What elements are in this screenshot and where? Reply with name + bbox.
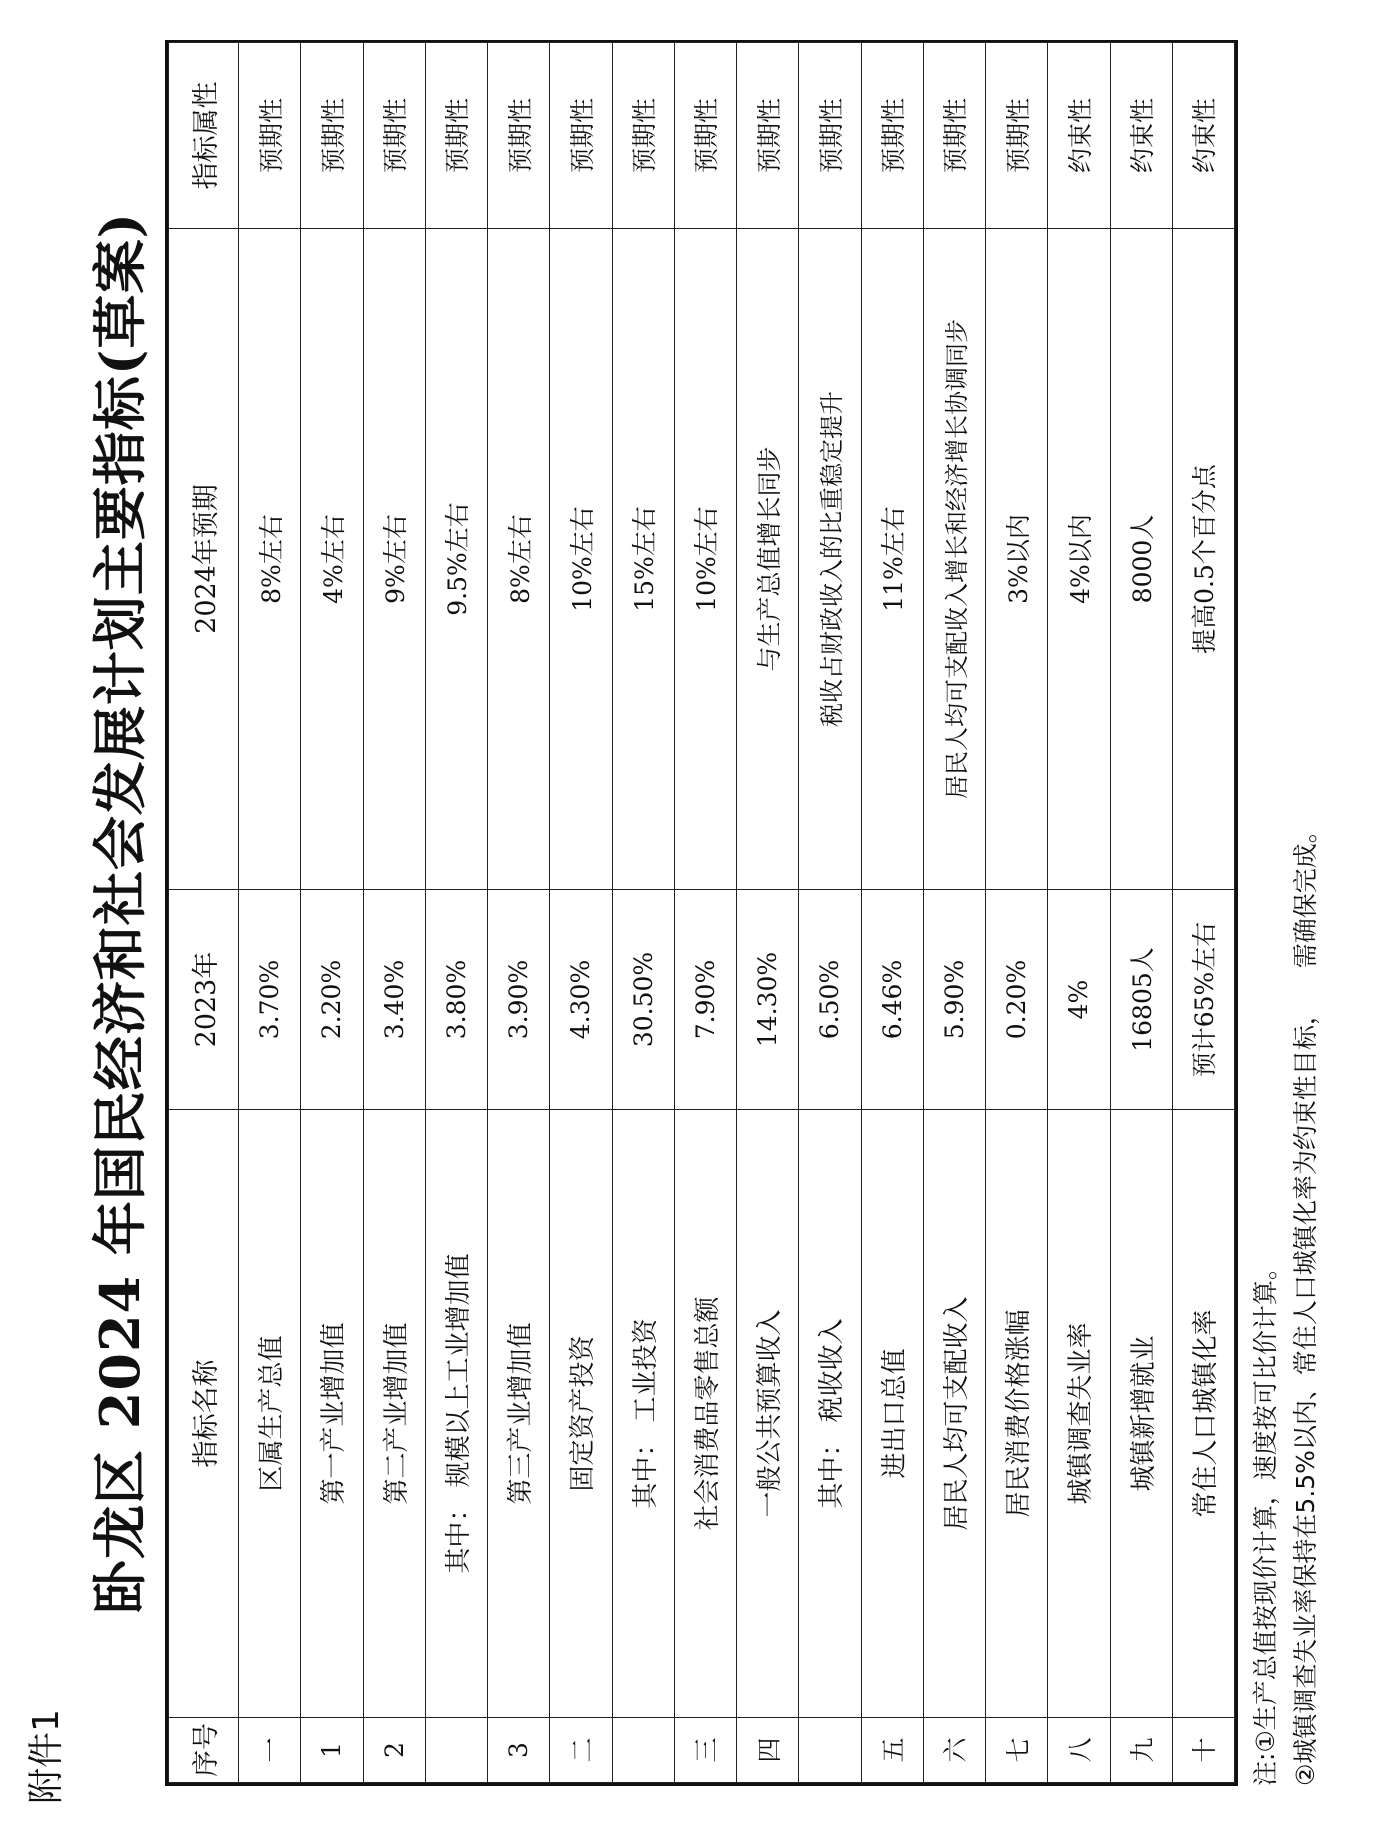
table-row [363, 43, 425, 1783]
header-2024: 2024年预期 [169, 229, 239, 890]
cell-target-2024: 10%左右 [674, 229, 736, 890]
cell-target-2024: 3%以内 [986, 229, 1048, 890]
attachment-label: 附件1 [26, 1709, 67, 1804]
cell-target-2024: 8%左右 [488, 229, 550, 890]
cell-value-2023: 14.30% [737, 890, 799, 1110]
cell-name: 一般公共预算收入 [737, 1110, 799, 1718]
cell-name: 常住人口城镇化率 [1172, 1110, 1234, 1718]
cell-attribute: 预期性 [986, 43, 1048, 229]
cell-target-2024: 4%以内 [1048, 229, 1110, 890]
table-row [1172, 43, 1234, 1783]
cell-value-2023: 3.40% [363, 890, 425, 1110]
cell-seq: 一 [239, 1718, 301, 1783]
cell-name: 第一产业增加值 [301, 1110, 363, 1718]
cell-attribute: 预期性 [923, 43, 985, 229]
cell-seq: 三 [674, 1718, 736, 1783]
cell-seq: 九 [1110, 1718, 1172, 1783]
cell-attribute: 预期性 [550, 43, 612, 229]
table-row [799, 43, 861, 1783]
cell-name: 居民消费价格涨幅 [986, 1110, 1048, 1718]
footnote-line-1: 注:①生产总值按现价计算，速度按可比价计算。 [1251, 1255, 1280, 1786]
cell-value-2023: 3.70% [239, 890, 301, 1110]
cell-target-2024: 11%左右 [861, 229, 923, 890]
table-row [986, 43, 1048, 1783]
cell-name: 其中： 规模以上工业增加值 [425, 1110, 487, 1718]
cell-attribute: 预期性 [301, 43, 363, 229]
cell-value-2023: 5.90% [923, 890, 985, 1110]
header-seq: 序号 [169, 1718, 239, 1783]
cell-seq: 1 [301, 1718, 363, 1783]
cell-value-2023: 7.90% [674, 890, 736, 1110]
cell-target-2024: 15%左右 [612, 229, 674, 890]
cell-target-2024: 9%左右 [363, 229, 425, 890]
cell-attribute: 预期性 [861, 43, 923, 229]
cell-value-2023: 3.80% [425, 890, 487, 1110]
page-title: 卧龙区 2024 年国民经济和社会发展计划主要指标(草案) [88, 212, 152, 1614]
cell-target-2024: 提高0.5个百分点 [1172, 229, 1234, 890]
table-row [923, 43, 985, 1783]
cell-attribute: 预期性 [674, 43, 736, 229]
cell-value-2023: 2.20% [301, 890, 363, 1110]
cell-value-2023: 4% [1048, 890, 1110, 1110]
header-attr: 指标属性 [169, 43, 239, 229]
cell-seq [799, 1718, 861, 1783]
cell-target-2024: 税收占财政收入的比重稳定提升 [799, 229, 861, 890]
cell-value-2023: 30.50% [612, 890, 674, 1110]
cell-name: 其中： 工业投资 [612, 1110, 674, 1718]
cell-value-2023: 6.50% [799, 890, 861, 1110]
cell-target-2024: 8000人 [1110, 229, 1172, 890]
cell-name: 固定资产投资 [550, 1110, 612, 1718]
cell-target-2024: 10%左右 [550, 229, 612, 890]
cell-seq: 3 [488, 1718, 550, 1783]
cell-value-2023: 4.30% [550, 890, 612, 1110]
cell-attribute: 预期性 [363, 43, 425, 229]
table-row [861, 43, 923, 1783]
cell-name: 区属生产总值 [239, 1110, 301, 1718]
table-row [550, 43, 612, 1783]
cell-name: 第二产业增加值 [363, 1110, 425, 1718]
cell-seq [425, 1718, 487, 1783]
cell-value-2023: 0.20% [986, 890, 1048, 1110]
cell-seq: 七 [986, 1718, 1048, 1783]
cell-name: 居民人均可支配收入 [923, 1110, 985, 1718]
cell-seq: 四 [737, 1718, 799, 1783]
table-row [737, 43, 799, 1783]
cell-value-2023: 预计65%左右 [1172, 890, 1234, 1110]
table-row [1048, 43, 1110, 1783]
cell-attribute: 约束性 [1048, 43, 1110, 229]
cell-name: 城镇新增就业 [1110, 1110, 1172, 1718]
cell-attribute: 预期性 [737, 43, 799, 229]
cell-seq: 八 [1048, 1718, 1110, 1783]
cell-name: 城镇调查失业率 [1048, 1110, 1110, 1718]
cell-name: 进出口总值 [861, 1110, 923, 1718]
footnotes [1246, 40, 1326, 1786]
header-2023: 2023年 [169, 890, 239, 1110]
table-header-row [169, 43, 239, 1783]
cell-target-2024: 4%左右 [301, 229, 363, 890]
table-row [239, 43, 301, 1783]
cell-seq: 二 [550, 1718, 612, 1783]
cell-name: 其中： 税收收入 [799, 1110, 861, 1718]
cell-seq: 五 [861, 1718, 923, 1783]
table-row [1110, 43, 1172, 1783]
cell-attribute: 约束性 [1172, 43, 1234, 229]
cell-name: 社会消费品零售总额 [674, 1110, 736, 1718]
cell-seq: 十 [1172, 1718, 1234, 1783]
table-row [674, 43, 736, 1783]
cell-value-2023: 16805人 [1110, 890, 1172, 1110]
cell-attribute: 预期性 [799, 43, 861, 229]
cell-attribute: 约束性 [1110, 43, 1172, 229]
cell-value-2023: 6.46% [861, 890, 923, 1110]
cell-attribute: 预期性 [612, 43, 674, 229]
cell-target-2024: 9.5%左右 [425, 229, 487, 890]
cell-seq: 2 [363, 1718, 425, 1783]
table-row [425, 43, 487, 1783]
cell-name: 第三产业增加值 [488, 1110, 550, 1718]
cell-target-2024: 居民人均可支配收入增长和经济增长协调同步 [923, 229, 985, 890]
cell-target-2024: 与生产总值增长同步 [737, 229, 799, 890]
header-name: 指标名称 [169, 1110, 239, 1718]
cell-value-2023: 3.90% [488, 890, 550, 1110]
table-row [612, 43, 674, 1783]
cell-seq [612, 1718, 674, 1783]
table-row [301, 43, 363, 1783]
cell-attribute: 预期性 [488, 43, 550, 229]
cell-attribute: 预期性 [425, 43, 487, 229]
footnote-line-2: ②城镇调查失业率保持在5.5%以内、常住人口城镇化率为约束性目标， 需确保完成。 [1291, 818, 1320, 1786]
cell-target-2024: 8%左右 [239, 229, 301, 890]
cell-seq: 六 [923, 1718, 985, 1783]
indicator-table [165, 40, 1238, 1786]
table-row [488, 43, 550, 1783]
cell-attribute: 预期性 [239, 43, 301, 229]
